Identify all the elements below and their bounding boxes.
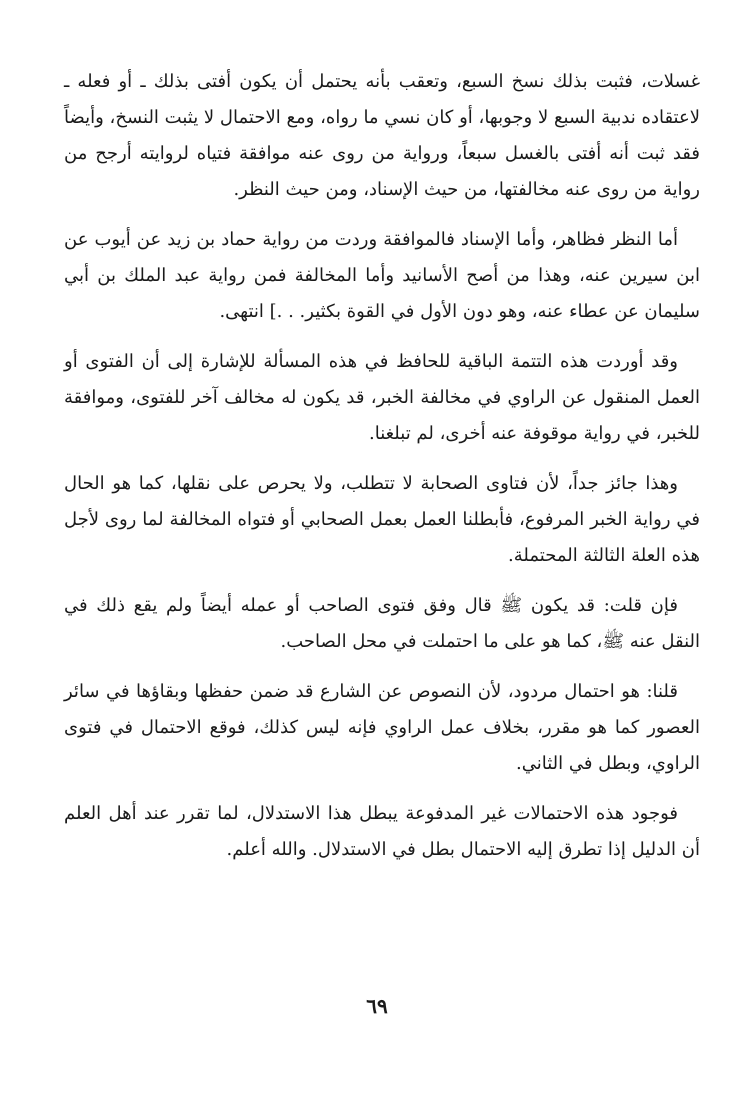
paragraph: أما النظر فظاهر، وأما الإسناد فالموافقة وردت من رواية حماد بن زيد عن أيوب عن ابن سيرين عنه، وهذا من أصح الأسانيد وأما المخالفة فمن رواية عبد الملك بن أبي سليمان عن عطاء عنه، وهو دون الأول في القوة بكثير. . .] انتهى. [64,229,700,322]
paragraph: وهذا جائز جداً، لأن فتاوى الصحابة لا تتطلب، ولا يحرص على نقلها، كما هو الحال في رواية الخبر المرفوع، فأبطلنا العمل بعمل الصحابي أو فتواه المخالفة لما روى لأجل هذه العلة الثالثة المحتملة. [64,473,700,566]
paragraph: قلنا: هو احتمال مردود، لأن النصوص عن الشارع قد ضمن حفظها وبقاؤها في سائر العصور كما هو مقرر، بخلاف عمل الراوي فإنه ليس كذلك، فوقع الاحتمال في فتوى الراوي، وبطل في الثاني. [64,681,700,774]
paragraph: فإن قلت: قد يكون ﷺ قال وفق فتوى الصاحب أو عمله أيضاً ولم يقع ذلك في النقل عنه ﷺ، كما هو على ما احتملت في محل الصاحب. [64,595,700,652]
page-number: ٦٩ [366,994,388,1018]
paragraph: وقد أوردت هذه التتمة الباقية للحافظ في هذه المسألة للإشارة إلى أن الفتوى أو العمل المنقول عن الراوي في مخالفة الخبر، قد يكون له مخالف آخر للفتوى، وموافقة للخبر، في رواية موقوفة عنه أخرى، لم تبلغنا. [64,351,700,444]
paragraph: فوجود هذه الاحتمالات غير المدفوعة يبطل هذا الاستدلال، لما تقرر عند أهل العلم أن الدليل إذا تطرق إليه الاحتمال بطل في الاستدلال. والله أعلم. [64,803,700,860]
paragraph-continuation: غسلات، فثبت بذلك نسخ السبع، وتعقب بأنه يحتمل أن يكون أفتى بذلك ـ أو فعله ـ لاعتقاده ندبية السبع لا وجوبها، أو كان نسي ما رواه، ومع الاحتمال لا يثبت النسخ، وأيضاً فقد ثبت أنه أفتى بالغسل سبعاً، ورواية من روى عنه موافقة فتياه لروايته أرجح من رواية من روى عنه مخالفتها، من حيث الإسناد، ومن حيث النظر. [64,71,700,200]
body-text [64,64,700,868]
